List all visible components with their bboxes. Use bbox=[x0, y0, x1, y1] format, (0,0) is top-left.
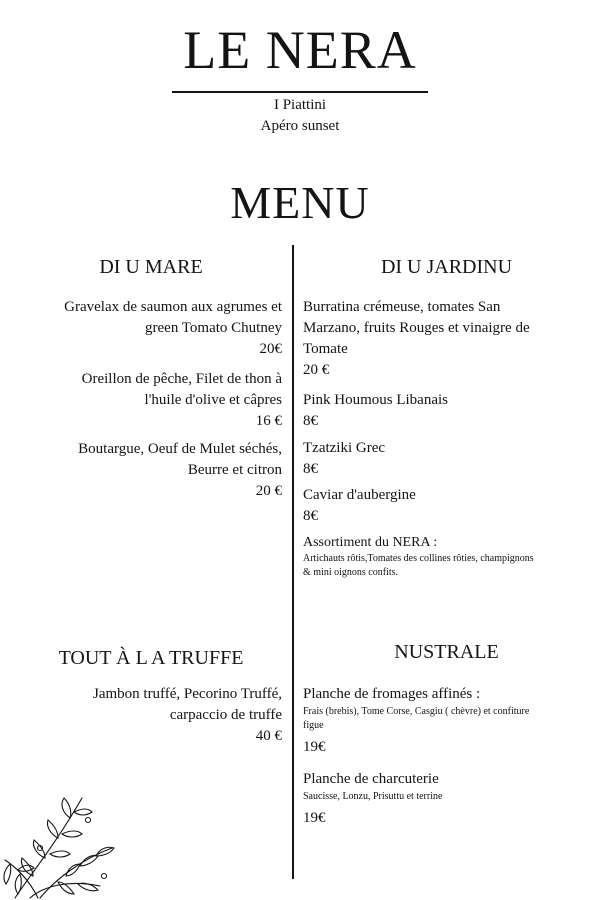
menu-item-gravelax bbox=[10, 297, 282, 359]
item-name: Planche de fromages affinés : bbox=[303, 686, 481, 702]
item-price: 20 € bbox=[255, 483, 282, 499]
menu-item-tzatziki bbox=[303, 438, 596, 479]
item-name-line: l'huile d'olive et câpres bbox=[144, 392, 282, 408]
item-name-line: Boutargue, Oeuf de Mulet séchés, bbox=[78, 441, 282, 457]
section-title-jardinu: DI U JARDINU bbox=[380, 256, 513, 278]
menu-item-assortiment bbox=[303, 533, 600, 580]
item-description: Artichauts rôtis,Tomates des collines rôties, champignons bbox=[303, 553, 534, 564]
header-rule bbox=[172, 91, 428, 93]
menu-item-oreillon bbox=[10, 369, 282, 431]
item-name-line: Burratina crémeuse, tomates San bbox=[303, 299, 501, 315]
item-description: Frais (brebis), Tome Corse, Casgiu ( chèvre) et confiture bbox=[303, 706, 530, 717]
item-name: Caviar d'aubergine bbox=[303, 487, 416, 503]
item-name: Pink Houmous Libanais bbox=[303, 392, 448, 408]
item-price: 8€ bbox=[303, 508, 318, 524]
item-name: Assortiment du NERA : bbox=[303, 535, 438, 550]
item-price: 8€ bbox=[303, 413, 318, 429]
menu-item-fromages bbox=[303, 684, 600, 757]
item-name-line: Tomate bbox=[303, 341, 348, 357]
column-divider bbox=[292, 245, 294, 879]
section-title-mare: DI U MARE bbox=[99, 256, 203, 278]
item-name-line: green Tomato Chutney bbox=[145, 320, 282, 336]
menu-title: MENU bbox=[230, 177, 370, 228]
section-title-truffe: TOUT À L A TRUFFE bbox=[58, 647, 244, 669]
item-name-line: Beurre et citron bbox=[187, 462, 282, 478]
item-price: 40 € bbox=[255, 728, 282, 744]
item-price: 8€ bbox=[303, 461, 318, 477]
item-name-line: carpaccio de truffe bbox=[169, 707, 282, 723]
item-price: 20 € bbox=[303, 362, 330, 378]
menu-item-boutargue bbox=[10, 439, 282, 501]
item-description: Saucisse, Lonzu, Prisuttu et terrine bbox=[303, 791, 443, 802]
menu-item-charcuterie bbox=[303, 769, 600, 828]
item-description: figue bbox=[303, 720, 324, 731]
menu-item-jambon-truffe bbox=[10, 684, 282, 746]
menu-item-burratina bbox=[303, 297, 596, 380]
olive-branch-icon bbox=[0, 790, 120, 900]
item-price: 20€ bbox=[259, 341, 282, 357]
item-name: Planche de charcuterie bbox=[303, 771, 439, 787]
item-name-line: Marzano, fruits Rouges et vinaigre de bbox=[303, 320, 530, 336]
restaurant-name: LE NERA bbox=[183, 20, 417, 80]
menu-item-caviar bbox=[303, 485, 596, 526]
item-name-line: Oreillon de pêche, Filet de thon à bbox=[81, 371, 282, 387]
item-name-line: Jambon truffé, Pecorino Truffé, bbox=[92, 686, 282, 702]
item-name-line: Gravelax de saumon aux agrumes et bbox=[64, 299, 282, 315]
subtitle-piattini: I Piattini bbox=[273, 97, 327, 113]
menu-item-houmous bbox=[303, 390, 596, 431]
item-description: & mini oignons confits. bbox=[303, 567, 398, 578]
section-title-nustrale: NUSTRALE bbox=[394, 641, 499, 663]
item-price: 19€ bbox=[303, 739, 326, 755]
item-price: 16 € bbox=[255, 413, 282, 429]
subtitle-apero: Apéro sunset bbox=[260, 118, 340, 134]
item-name: Tzatziki Grec bbox=[303, 440, 386, 456]
item-price: 19€ bbox=[303, 810, 326, 826]
